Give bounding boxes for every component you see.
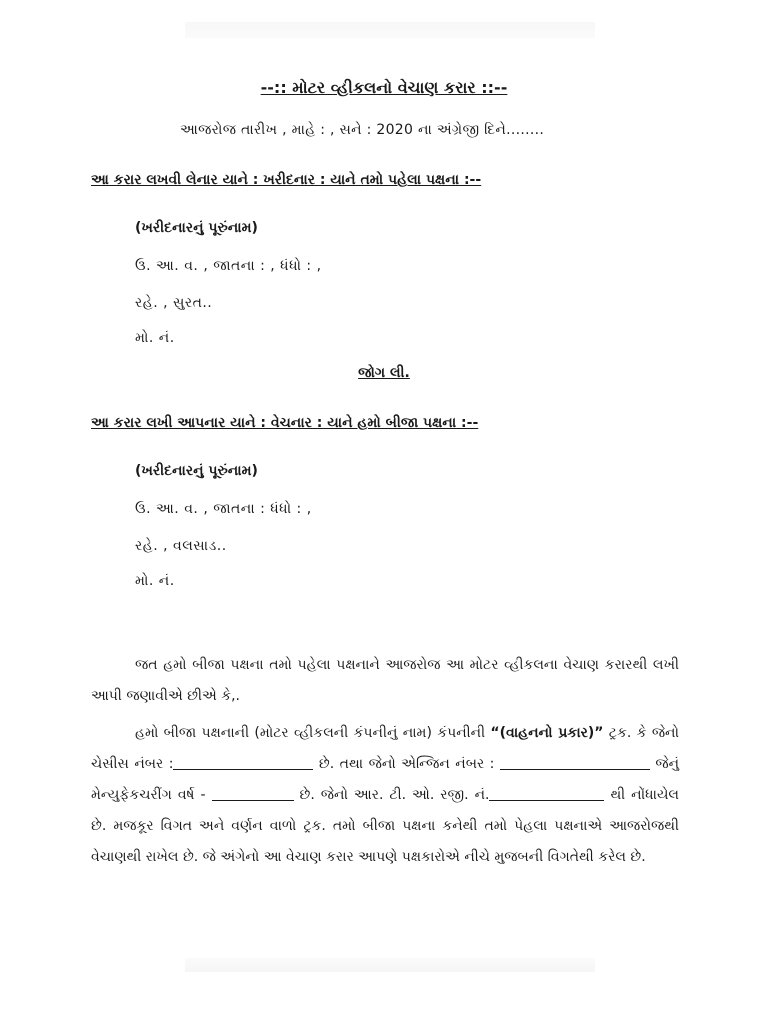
paragraph-1 xyxy=(91,650,679,712)
paragraph-2-part6: થી નોંધાયેલ છે. મજકૂર વિગત અને વર્ણન વાળો ટ્રક. તમો બીજા પક્ષના કનેથી તમો પેહલા પક્ષનાએ આજરોજથી વેચાણથી રાખેલ છે. જે અંગેનો આ વેચાણ કરાર આપણે પક્ષકારોએ નીચે મુજબની વિગતેથી કરેલ છે. xyxy=(91,787,679,865)
second-party-residence: રહે. , વલસાડ.. xyxy=(135,538,227,554)
paragraph-2 xyxy=(91,718,679,873)
paragraph-2-part3: છે. તથા જેનો એન્જિન નંબર : xyxy=(313,756,500,772)
jog-li-heading: જોગ લી. xyxy=(358,365,410,381)
first-party-residence: રહે. , સુરત.. xyxy=(135,295,213,311)
scan-shade-bottom xyxy=(185,958,595,972)
second-party-mobile: મો. નં. xyxy=(135,573,175,589)
first-party-name-label: (ખરીદનારનું પૂરુંનામ) xyxy=(135,220,258,236)
paragraph-2-part4: જેનું મેન્યુફેકચરીંગ વર્ષ - xyxy=(91,756,679,803)
second-party-name-label: (ખરીદનારનું પૂરુંનામ) xyxy=(135,463,258,479)
manufacturing-year-blank xyxy=(212,786,294,801)
paragraph-2-part5: છે. જેનો આર. ટી. ઓ. રજી. નં. xyxy=(293,787,490,803)
chassis-number-blank xyxy=(173,755,313,770)
engine-number-blank xyxy=(500,755,650,770)
vehicle-type-label: “(વાહનનો પ્રકાર)” xyxy=(490,725,604,741)
second-party-age-caste: ઉ. આ. વ. , જાતના : ધંધો : , xyxy=(135,501,312,517)
paragraph-1-text: જત હમો બીજા પક્ષના તમો પહેલા પક્ષનાને આજરોજ આ મોટર વ્હીકલના વેચાણ કરારથી લખી આપી જણાવીએ છીએ કે,. xyxy=(91,657,679,704)
paragraph-2-part2: ટ્રક. કે જેનો ચેસીસ નંબર : xyxy=(91,725,679,772)
date-line: આજરોજ તારીખ , માહે : , સને : 2020 ના અંગ્રેજી દિને........ xyxy=(180,122,545,138)
paragraph-2-part1: હમો બીજા પક્ષનાની (મોટર વ્હીકલની કંપનીનું નામ) કંપનીની xyxy=(135,725,491,741)
first-party-heading: આ કરાર લખવી લેનાર યાને : ખરીદનાર : યાને તમો પહેલા પક્ષના :-- xyxy=(91,172,482,188)
rto-registration-blank xyxy=(489,786,604,801)
second-party-heading: આ કરાર લખી આપનાર યાને : વેચનાર : યાને હમો બીજા પક્ષના :-- xyxy=(91,415,479,431)
scan-shade-top xyxy=(185,22,595,38)
first-party-mobile: મો. નં. xyxy=(135,330,175,346)
first-party-age-caste: ઉ. આ. વ. , જાતના : , ધંધો : , xyxy=(135,258,322,274)
document-title: --:: મોટર વ્હીકલનો વેચાણ કરાર ::-- xyxy=(260,78,508,97)
